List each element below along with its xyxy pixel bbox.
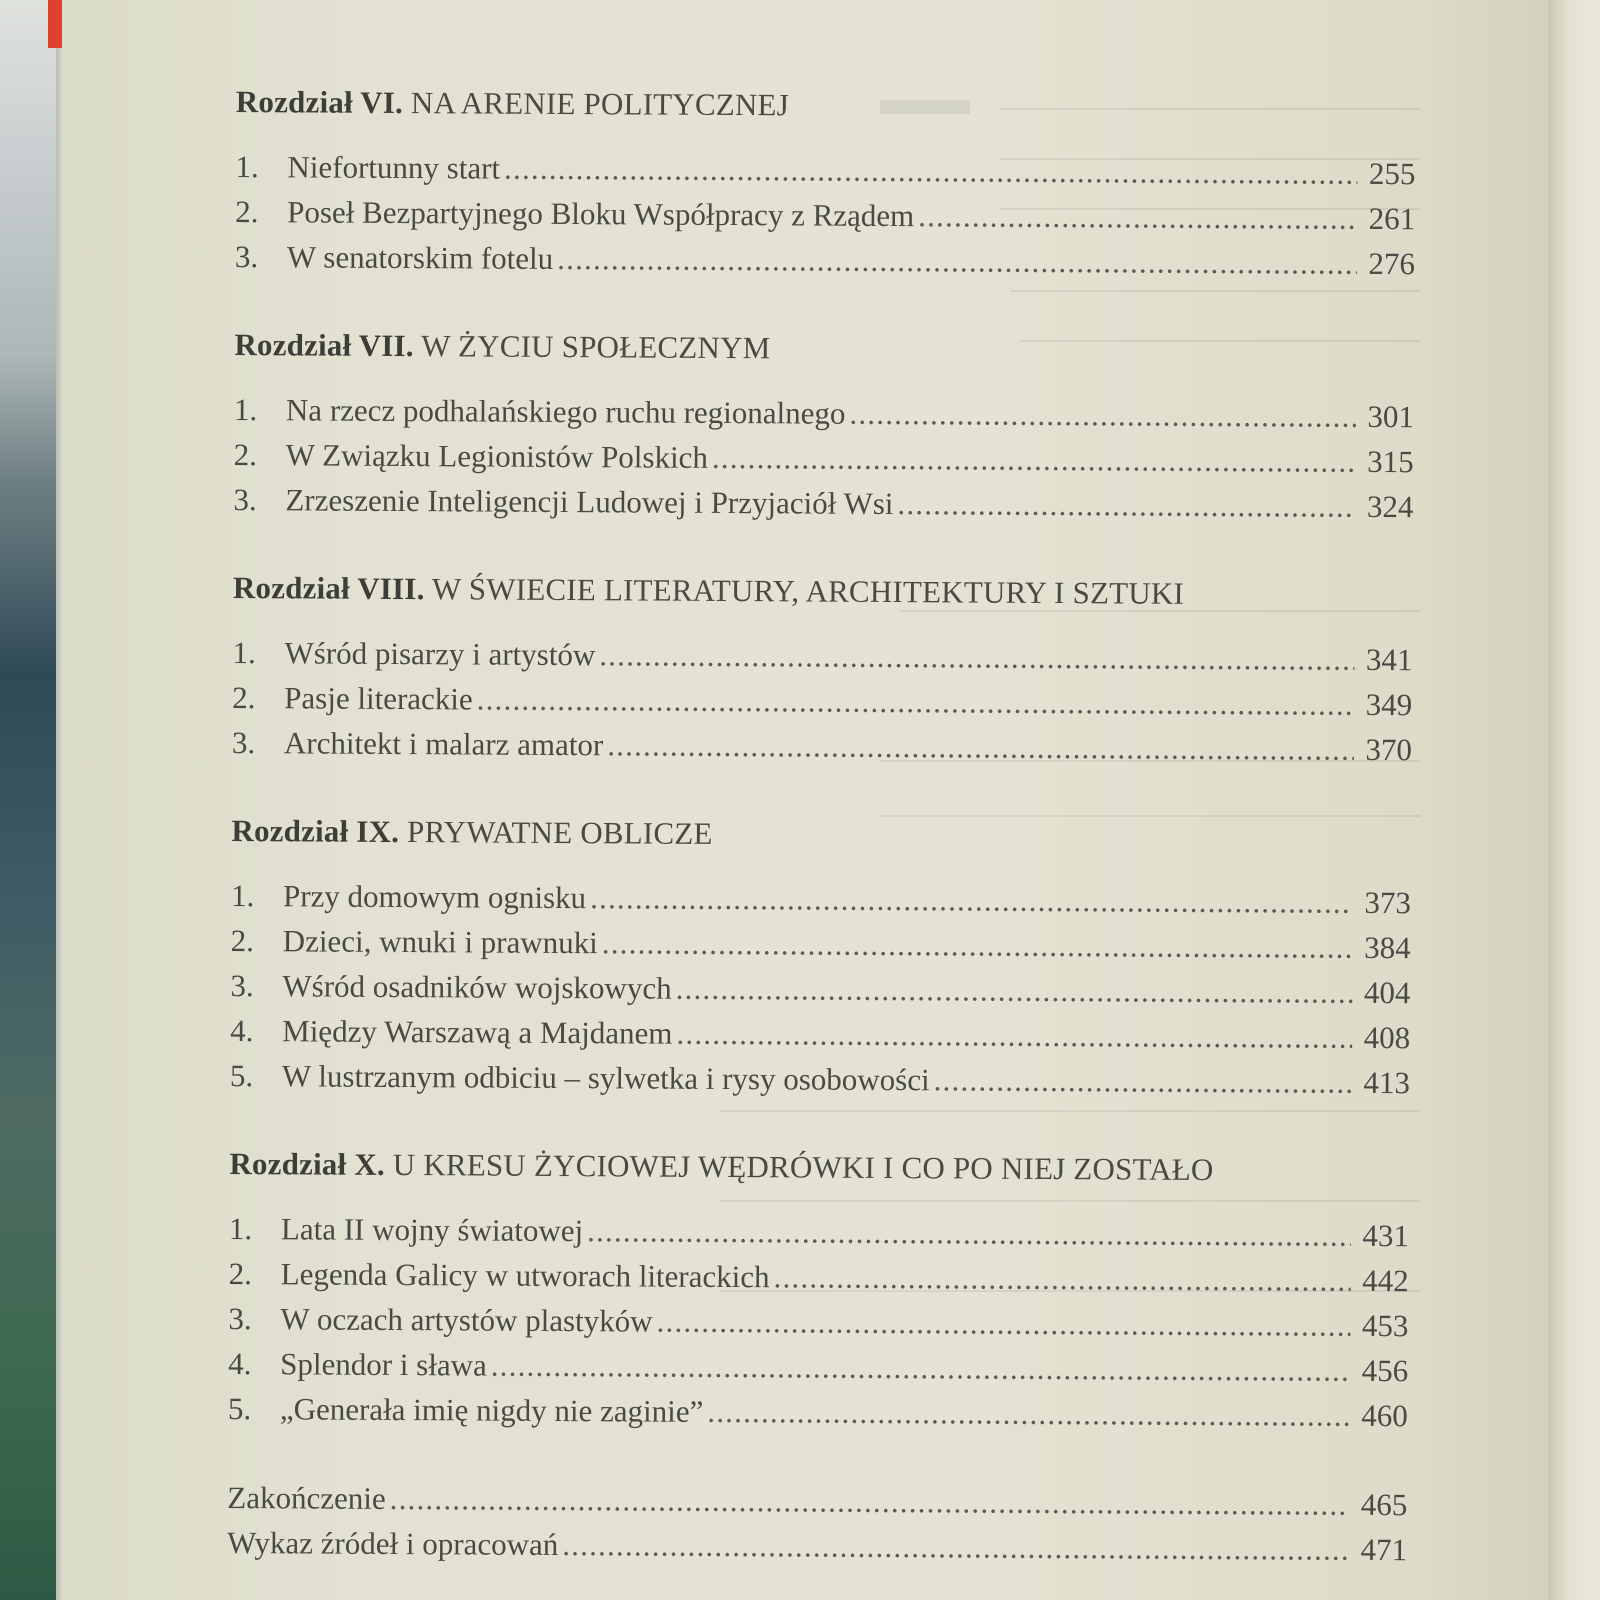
toc-entry: 4. Między Warszawą a Majdanem ..... 408	[230, 1008, 1410, 1060]
toc-entry-conclusion: Zakończenie ..... 465	[227, 1475, 1407, 1527]
toc-entry: 5. „Generała imię nigdy nie zaginie” ..... 460	[228, 1386, 1408, 1438]
chapter-viii	[232, 566, 1413, 772]
toc-entry: 1. Przy domowym ognisku ..... 373	[231, 873, 1411, 925]
chapter-vi	[235, 80, 1416, 286]
book-cover-edge	[0, 0, 60, 1600]
chapter-ix	[230, 809, 1412, 1105]
chapter-heading: Rozdział IX. PRYWATNE OBLICZE	[231, 812, 713, 851]
toc-entry: 3. Zrzeszenie Inteligencji Ludowej i Przyjaciół Wsi ..... 324	[233, 477, 1413, 529]
toc-entry: 1. Lata II wojny światowej ..... 431	[229, 1206, 1409, 1258]
toc-entry: 3. Architekt i malarz amator ..... 370	[232, 720, 1412, 772]
toc-entry: 5. W lustrzanym odbiciu – sylwetka i rysy osobowości ..... 413	[230, 1053, 1410, 1105]
toc-entry: 2. Pasje literackie ..... 349	[232, 675, 1412, 727]
toc-entry: 3. W senatorskim fotelu ..... 276	[235, 234, 1415, 286]
toc-entry: 4. Splendor i sława ..... 456	[228, 1341, 1408, 1393]
toc-entry: 1. Na rzecz podhalańskiego ruchu regionalnego ..... 301	[234, 387, 1414, 439]
toc-entry-bibliography: Wykaz źródeł i opracowań ..... 471	[227, 1520, 1407, 1572]
page-right-edge	[1548, 0, 1600, 1600]
back-matter	[227, 1475, 1408, 1572]
toc-entry: 2. Legenda Galicy w utworach literackich ..... 442	[229, 1251, 1409, 1303]
toc-entry: 2. Poseł Bezpartyjnego Bloku Współpracy z Rządem ..... 261	[235, 189, 1415, 241]
chapter-heading: Rozdział VI. NA ARENIE POLITYCZNEJ	[235, 83, 790, 123]
toc-entry: 3. Wśród osadników wojskowych ..... 404	[230, 963, 1410, 1015]
toc-entry: 2. Dzieci, wnuki i prawnuki ..... 384	[231, 918, 1411, 970]
toc-entry: 3. W oczach artystów plastyków ..... 453	[228, 1296, 1408, 1348]
toc-entry: 1. Wśród pisarzy i artystów ..... 341	[232, 630, 1412, 682]
chapter-x	[228, 1142, 1410, 1438]
chapter-heading: Rozdział VII. W ŻYCIU SPOŁECZNYM	[234, 326, 771, 366]
toc-entry: 1. Niefortunny start ..... 255	[235, 144, 1415, 196]
chapter-heading: Rozdział X. U KRESU ŻYCIOWEJ WĘDRÓWKI I CO PO NIEJ ZOSTAŁO	[229, 1145, 1214, 1187]
toc-entry: 2. W Związku Legionistów Polskich ..... 315	[234, 432, 1414, 484]
chapter-vii	[233, 323, 1414, 529]
chapter-heading: Rozdział VIII. W ŚWIECIE LITERATURY, ARCHITEKTURY I SZTUKI	[232, 569, 1185, 611]
table-of-contents	[227, 80, 1416, 1572]
